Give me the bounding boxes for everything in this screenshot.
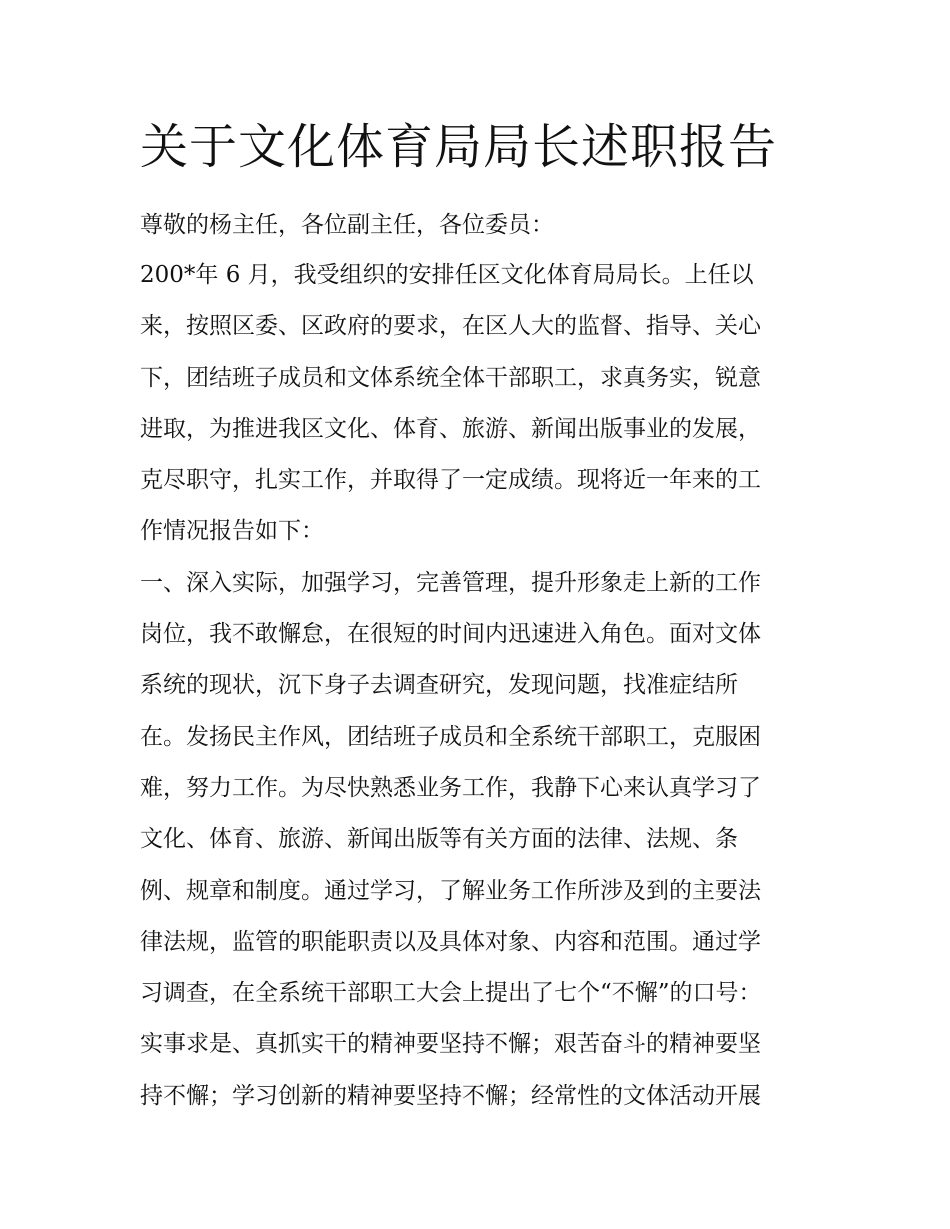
body-line: 作情况报告如下： <box>140 518 324 545</box>
body-line: 在。发扬民主作风，团结班子成员和全系统干部职工，克服困 <box>140 723 761 750</box>
body-line: 下，团结班子成员和文体系统全体干部职工，求真务实，锐意 <box>140 364 761 391</box>
body-line: 来，按照区委、区政府的要求，在区人大的监督、指导、关心 <box>140 313 761 340</box>
greeting-line: 尊敬的杨主任，各位副主任，各位委员： <box>140 212 554 238</box>
body-line: 例、规章和制度。通过学习，了解业务工作所涉及到的主要法 <box>140 877 761 904</box>
body-line: 文化、体育、旅游、新闻出版等有关方面的法律、法规、条 <box>140 826 738 853</box>
body-line: 律法规，监管的职能职责以及具体对象、内容和范围。通过学 <box>140 928 761 955</box>
body-line: 岗位，我不敢懈怠，在很短的时间内迅速进入角色。面对文体 <box>140 621 761 648</box>
body-line: 持不懈；学习创新的精神要坚持不懈；经常性的文体活动开展 <box>140 1082 761 1109</box>
document-title: 关于文化体育局局长述职报告 <box>140 119 778 175</box>
body-line: 难，努力工作。为尽快熟悉业务工作，我静下心来认真学习了 <box>140 774 761 801</box>
body-line: 进取，为推进我区文化、体育、旅游、新闻出版事业的发展， <box>140 415 761 442</box>
body-line: 系统的现状，沉下身子去调查研究，发现问题，找准症结所 <box>140 672 738 699</box>
body-line: 习调查，在全系统干部职工大会上提出了七个“不懈”的口号： <box>140 980 762 1007</box>
body-line: 克尽职守，扎实工作，并取得了一定成绩。现将近一年来的工 <box>140 467 761 494</box>
body-line: 实事求是、真抓实干的精神要坚持不懈；艰苦奋斗的精神要坚 <box>140 1031 761 1058</box>
body-line: 200*年 6 月，我受组织的安排任区文化体育局局长。上任以 <box>140 262 754 288</box>
body-line: 一、深入实际，加强学习，完善管理，提升形象走上新的工作 <box>140 569 761 596</box>
body-text <box>140 250 820 1122</box>
